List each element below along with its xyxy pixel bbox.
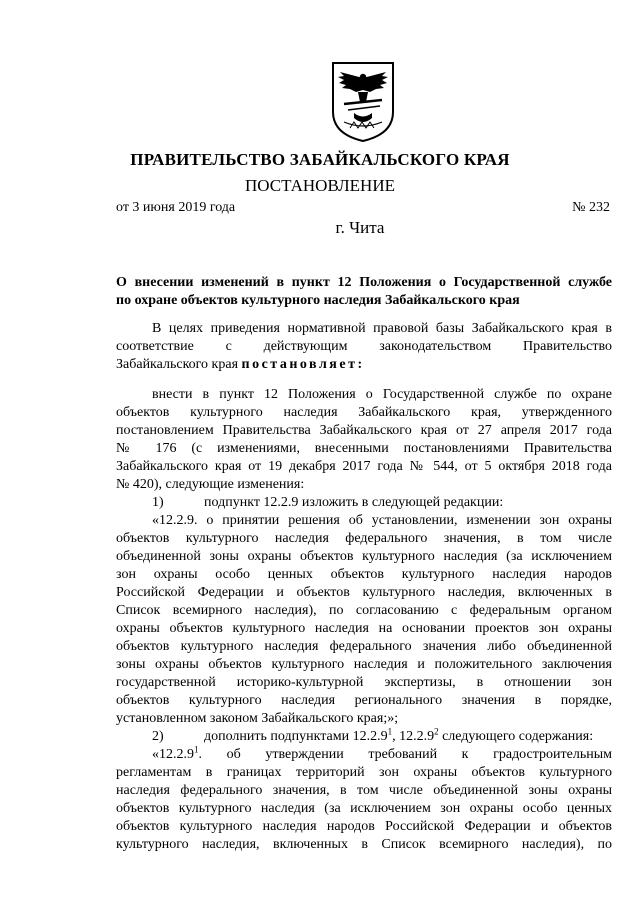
resolves-word: постановляет:	[241, 357, 365, 372]
preamble-paragraph	[116, 320, 612, 374]
superscript: 1	[194, 746, 199, 755]
text-line	[116, 746, 612, 764]
item-2-quote	[116, 764, 612, 854]
subject-line: О внесении изменений в пункт 12 Положения о Государственной службе	[116, 275, 612, 290]
item-text: , 12.2.9	[392, 729, 435, 744]
text-line: наследия федерального значения, в том числе объединенной зоны охраны	[116, 783, 612, 798]
text-line: № 176 (с изменениями, внесенными постановлениями Правительства	[116, 441, 612, 456]
text-line: Забайкальского края от 19 декабря 2017 года № 544, от 5 октября 2018 года	[116, 459, 612, 474]
text-line: объектов культурного наследия народов Российской Федерации и объектов	[116, 819, 612, 834]
text-line: объектов культурного наследия Забайкальского края, утвержденного	[116, 405, 612, 420]
item-text: следующего содержания:	[438, 729, 594, 744]
text-line: объектов культурного наследия (за исключением зон охраны особо ценных	[116, 801, 612, 816]
superscript: 2	[434, 728, 439, 737]
text-line: объектов культурного наследия регионального значения в порядке,	[116, 693, 612, 708]
government-title: ПРАВИТЕЛЬСТВО ЗАБАЙКАЛЬСКОГО КРАЯ	[130, 150, 510, 169]
text-line: Российской Федерации и объектов культурного наследия, включенных в	[116, 585, 612, 600]
text-line: культурного наследия, включенных в Список всемирного наследия), по	[116, 837, 612, 852]
text-line: «12.2.9. о принятии решения об установлении, изменении зон охраны	[152, 513, 612, 528]
text-line: зон охраны особо ценных объектов культурного наследия народов	[116, 567, 612, 582]
text-fragment: «12.2.9	[152, 747, 194, 762]
text-line: Список всемирного наследия), по согласованию с федеральным органом	[116, 603, 612, 618]
text-line: регламентам в границах территорий зон охраны объектов культурного	[116, 765, 612, 780]
item-text: дополнить подпунктами 12.2.9	[204, 729, 388, 744]
document-date: от 3 июня 2019 года	[116, 200, 236, 215]
item-number: 1)	[152, 495, 164, 510]
coat-of-arms-emblem	[330, 60, 396, 144]
text-line: В целях приведения нормативной правовой базы Забайкальского края в	[152, 321, 612, 336]
text-line: постановлением Правительства Забайкальского края от 27 апреля 2017 года	[116, 423, 612, 438]
text-line: внести в пункт 12 Положения о Государственной службе по охране	[152, 387, 612, 402]
text-line	[116, 356, 612, 374]
text-line: № 420), следующие изменения:	[116, 477, 305, 492]
text-line: объединенной зоны охраны объектов культурного наследия (за исключением	[116, 549, 612, 564]
text-line: объектов культурного наследия федерального значения либо объединенной	[116, 639, 612, 654]
text-line: охраны объектов культурного наследия на основании проектов зон охраны	[116, 621, 612, 636]
document-city: г. Чита	[335, 218, 385, 237]
text-line: зоны охраны объектов культурного наследия и положительного заключения	[116, 657, 612, 672]
subject-line: по охране объектов культурного наследия Забайкальского края	[116, 293, 520, 308]
item-2	[116, 728, 612, 854]
item-number: 2)	[152, 729, 164, 744]
text-line: объектов культурного наследия федерального значения, в том числе	[116, 531, 612, 546]
item-1-quote	[116, 512, 612, 728]
superscript: 1	[387, 728, 393, 737]
intro-paragraph	[116, 386, 612, 494]
text-line: государственной историко-культурной экспертизы, в отношении зон	[116, 675, 612, 690]
document-type: ПОСТАНОВЛЕНИЕ	[244, 176, 395, 195]
document-number: № 232	[572, 200, 610, 215]
item-1-heading	[116, 494, 612, 512]
text-line: установленном законом Забайкальского края;»;	[116, 711, 399, 726]
item-1	[116, 494, 612, 728]
item-text: подпункт 12.2.9 изложить в следующей редакции:	[204, 495, 504, 510]
item-2-heading	[116, 728, 612, 746]
text-line: соответствие с действующим законодательством Правительство	[116, 339, 612, 354]
document-subject	[116, 274, 612, 310]
text-fragment: . об утверждении требований к градостроительным	[198, 747, 612, 762]
text-fragment: Забайкальского края	[116, 357, 242, 372]
